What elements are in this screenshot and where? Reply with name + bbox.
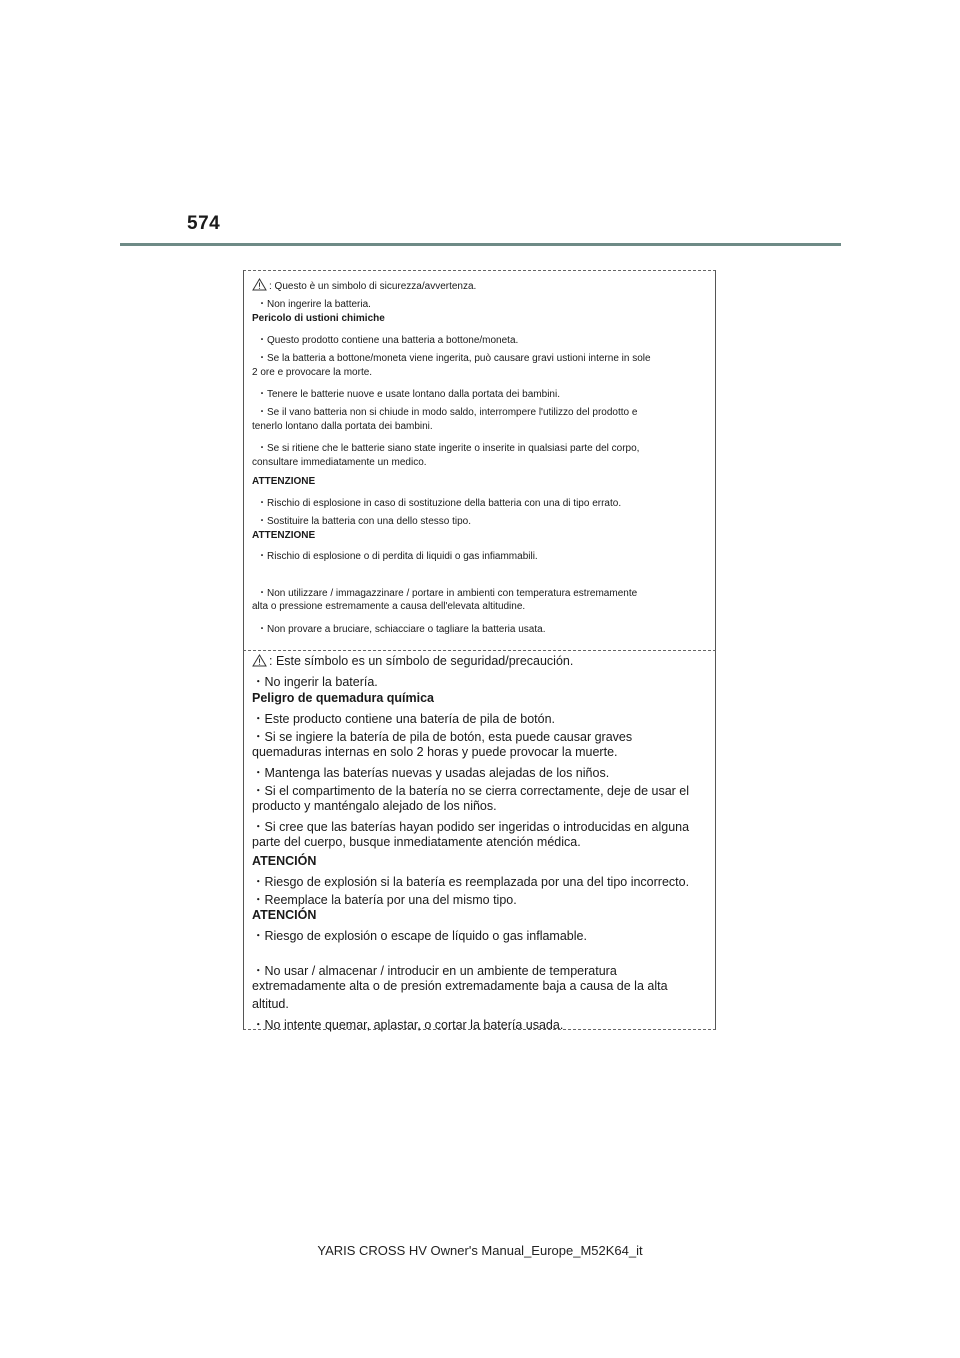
line-text: Peligro de quemadura química [252, 691, 434, 705]
line-text: ATTENZIONE [252, 476, 316, 487]
line-text: alta o pressione estremamente a causa dell'elevata altitudine. [252, 601, 526, 612]
text-line [252, 781, 689, 799]
text-line [252, 890, 517, 908]
line-text: ・No ingerir la batería. [252, 675, 378, 689]
line-text: : Questo è un simbolo di sicurezza/avvertenza. [269, 281, 477, 292]
text-line [257, 385, 560, 400]
line-text: ・Se la batteria a bottone/moneta viene ingerita, può causare gravi ustioni interne in sole [257, 353, 651, 364]
text-line [252, 745, 618, 759]
line-text: ・Non provare a bruciare, schiacciare o tagliare la batteria usata. [257, 624, 546, 635]
line-text: ・Mantenga las baterías nuevas y usadas alejadas de los niños. [252, 766, 610, 780]
text-line [257, 494, 621, 509]
line-text: ATENCIÓN [252, 854, 317, 868]
line-text: ・Non ingerire la batteria. [257, 299, 371, 310]
line-text: ・Sostituire la batteria con una dello stesso tipo. [257, 516, 472, 527]
text-line [257, 547, 538, 562]
warning-triangle-icon [252, 278, 267, 294]
line-text: ・Se il vano batteria non si chiude in modo saldo, interrompere l'utilizzo del prodotto e [257, 407, 638, 418]
text-line [252, 799, 497, 813]
text-line [252, 421, 433, 432]
text-line [252, 367, 372, 378]
text-line [252, 1015, 563, 1033]
line-text: ・No usar / almacenar / introducir en un ambiente de temperatura [252, 964, 617, 978]
section-heading [252, 476, 315, 487]
text-line [252, 727, 632, 745]
text-line [252, 601, 525, 612]
section-heading [252, 313, 385, 324]
text-line [257, 620, 545, 635]
line-text: ・Questo prodotto contiene una batteria a bottone/moneta. [257, 335, 519, 346]
line-text: tenerlo lontano dalla portata dei bambini. [252, 421, 433, 432]
line-text: altitud. [252, 997, 289, 1011]
text-line [257, 349, 651, 364]
text-line [257, 331, 518, 346]
section-heading [252, 530, 315, 541]
text-line [252, 835, 581, 849]
line-text: 2 ore e provocare la morte. [252, 367, 373, 378]
line-text: ・Si el compartimento de la batería no se cierra correctamente, deje de usar el [252, 784, 690, 798]
page-number: 574 [187, 213, 221, 234]
text-line [257, 439, 639, 454]
line-text: ・Si se ingiere la batería de pila de botón, esta puede causar graves [252, 730, 633, 744]
text-line [252, 457, 427, 468]
line-text: ・Tenere le batterie nuove e usate lontano dalla portata dei bambini. [257, 389, 560, 400]
line-text: ・No intente quemar, aplastar, o cortar la batería usada. [252, 1018, 564, 1032]
text-line [252, 961, 617, 979]
spanish-warning-box [243, 650, 716, 1030]
line-text: ・Riesgo de explosión o escape de líquido o gas inflamable. [252, 929, 587, 943]
text-line [257, 295, 371, 310]
line-text: ・Rischio di esplosione in caso di sostituzione della batteria con una di tipo errato. [257, 498, 622, 509]
section-heading [252, 691, 434, 705]
header-divider [120, 243, 841, 246]
line-text: parte del cuerpo, busque inmediatamente atención médica. [252, 835, 581, 849]
text-line [252, 709, 555, 727]
line-text: ・Se si ritiene che le batterie siano state ingerite o inserite in qualsiasi parte del corpo, [257, 443, 640, 454]
text-line [252, 278, 476, 294]
italian-warning-box [243, 270, 716, 651]
text-line [252, 997, 289, 1011]
line-text: ATTENZIONE [252, 530, 316, 541]
text-line [252, 817, 689, 835]
warning-triangle-icon [252, 654, 267, 670]
text-line [257, 403, 637, 418]
line-text: : Este símbolo es un símbolo de seguridad/precaución. [269, 654, 574, 668]
line-text: quemaduras internas en solo 2 horas y puede provocar la muerte. [252, 745, 618, 759]
text-line [252, 654, 573, 670]
section-heading [252, 854, 316, 868]
line-text: ・Este producto contiene una batería de pila de botón. [252, 712, 555, 726]
text-line [252, 979, 668, 993]
line-text: ・Reemplace la batería por una del mismo tipo. [252, 893, 517, 907]
section-heading [252, 908, 316, 922]
text-line [257, 584, 637, 599]
line-text: Pericolo di ustioni chimiche [252, 313, 385, 324]
line-text: ATENCIÓN [252, 908, 317, 922]
line-text: consultare immediatamente un medico. [252, 457, 427, 468]
text-line [252, 763, 609, 781]
line-text: ・Non utilizzare / immagazzinare / portare in ambienti con temperatura estremamente [257, 588, 638, 599]
text-line [252, 872, 689, 890]
line-text: ・Riesgo de explosión si la batería es reemplazada por una del tipo incorrecto. [252, 875, 690, 889]
text-line [257, 512, 471, 527]
text-line [252, 926, 587, 944]
manual-footer: YARIS CROSS HV Owner's Manual_Europe_M52K64_it [317, 1243, 643, 1258]
line-text: ・Rischio di esplosione o di perdita di liquidi o gas infiammabili. [257, 551, 538, 562]
text-line [252, 672, 378, 690]
line-text: ・Si cree que las baterías hayan podido ser ingeridas o introducidas en alguna [252, 820, 690, 834]
line-text: producto y manténgalo alejado de los niños. [252, 799, 497, 813]
line-text: extremadamente alta o de presión extremadamente baja a causa de la alta [252, 979, 668, 993]
